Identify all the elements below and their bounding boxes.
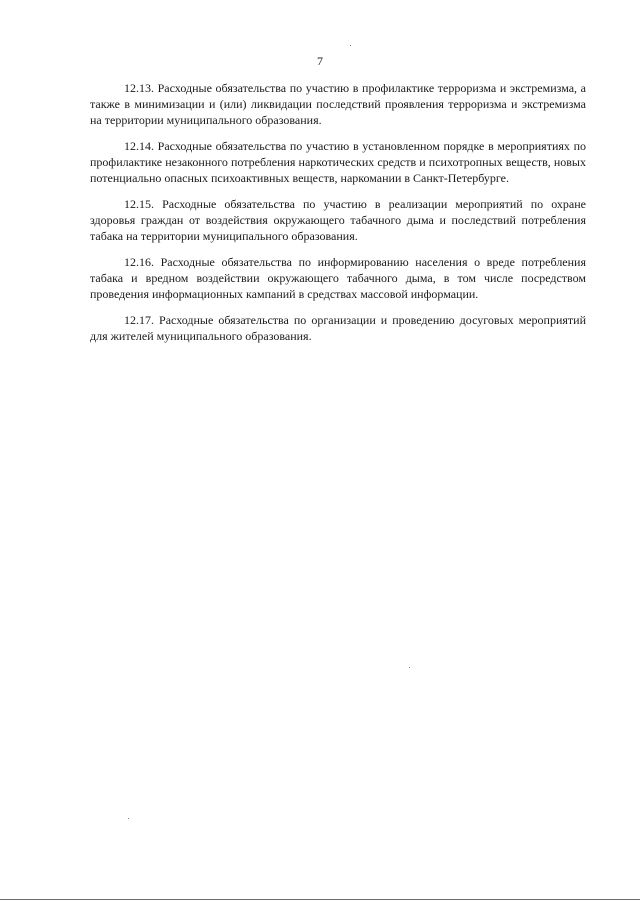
scan-speck: [350, 45, 351, 46]
page-number: 7: [317, 54, 323, 68]
paragraph-12-15: 12.15. Расходные обязательства по участию в реализации мероприятий по охране здоровья граждан от воздействия окружающего табачного дыма и последствий потребления табака на территории муниципального образования.: [90, 197, 586, 243]
paragraph-12-13: 12.13. Расходные обязательства по участию в профилактике терроризма и экстремизма, а также в минимизации и (или) ликвидации последствий проявления терроризма и экстремизма на территории муниципального образования.: [90, 81, 586, 127]
document-body: [90, 80, 586, 354]
paragraph-12-17: 12.17. Расходные обязательства по организации и проведению досуговых мероприятий для жителей муниципального образования.: [90, 313, 586, 343]
paragraph-12-16: 12.16. Расходные обязательства по информированию населения о вреде потребления табака и вредном воздействии окружающего табачного дыма, в том числе посредством проведения информационных кампаний в средствах массовой информации.: [90, 255, 586, 301]
scan-speck: [128, 818, 129, 819]
scan-speck: [409, 667, 410, 668]
paragraph-12-14: 12.14. Расходные обязательства по участию в установленном порядке в мероприятиях по профилактике незаконного потребления наркотических средств и психотропных веществ, новых потенциально опасных психоактивных веществ, наркомании в Санкт-Петербурге.: [90, 139, 586, 185]
scan-edge-line: [0, 899, 640, 900]
